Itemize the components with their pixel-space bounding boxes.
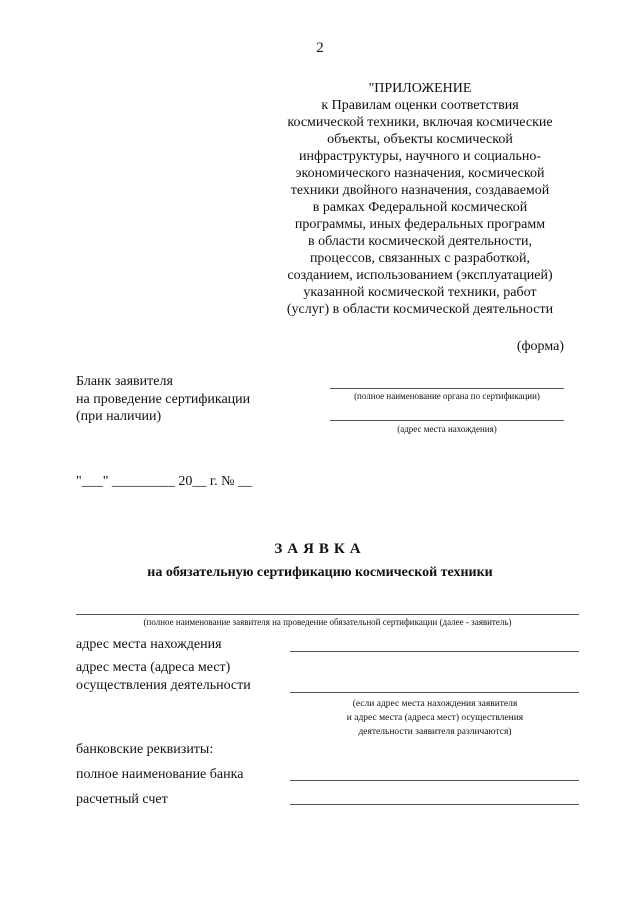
appendix-line: в области космической деятельности,: [308, 234, 532, 249]
bank-name-label: полное наименование банка: [76, 767, 244, 782]
applicant-blank-line: (при наличии): [76, 409, 162, 424]
appendix-line: "ПРИЛОЖЕНИЕ: [368, 81, 472, 96]
account-input-line[interactable]: [290, 804, 579, 805]
bank-name-input-line[interactable]: [290, 780, 579, 781]
appendix-line: экономического назначения, космической: [295, 166, 545, 181]
activity-address-input-line[interactable]: [290, 692, 579, 693]
cert-body-field[interactable]: [330, 388, 564, 389]
document-title: ЗАЯВКА: [274, 541, 366, 557]
activity-note-line: деятельности заявителя различаются): [358, 727, 512, 737]
activity-note-line: и адрес места (адреса мест) осуществления: [346, 713, 524, 723]
address-label: адрес места нахождения: [76, 637, 222, 652]
appendix-line: к Правилам оценки соответствия: [321, 98, 519, 113]
appendix-line: в рамках Федеральной космической: [312, 200, 528, 215]
applicant-blank: [76, 373, 250, 426]
applicant-name-caption: (полное наименование заявителя на проведение обязательной сертификации (далее - заявитель): [143, 617, 512, 627]
account-label: расчетный счет: [76, 792, 168, 807]
appendix-line: объекты, объекты космической: [327, 132, 513, 147]
activity-note-line: (если адрес места нахождения заявителя: [352, 699, 518, 709]
page-number: 2: [316, 40, 324, 56]
applicant-blank-line: на проведение сертификации: [76, 391, 251, 407]
appendix-line: программы, иных федеральных программ: [294, 217, 546, 232]
address-input-line[interactable]: [290, 651, 579, 652]
activity-address-line: адрес места (адреса мест): [76, 660, 231, 675]
activity-address-label: [76, 659, 251, 694]
appendix-heading: [265, 80, 575, 318]
appendix-line: инфраструктуры, научного и социально-: [298, 149, 542, 164]
activity-address-note: [290, 697, 580, 739]
activity-address-line: осуществления деятельности: [76, 677, 251, 693]
address-caption: (адрес места нахождения): [397, 424, 497, 434]
appendix-line: космической техники, включая космические: [287, 115, 553, 130]
form-label: (форма): [516, 339, 564, 354]
applicant-name-field[interactable]: [76, 614, 579, 615]
cert-body-caption: (полное наименование органа по сертификации): [354, 391, 540, 401]
appendix-line: созданием, использованием (эксплуатацией): [287, 268, 553, 283]
applicant-blank-line: Бланк заявителя: [76, 374, 173, 389]
appendix-line: процессов, связанных с разработкой,: [309, 251, 531, 266]
appendix-line: указанной космической техники, работ: [303, 285, 537, 300]
bank-details-label: банковские реквизиты:: [76, 742, 214, 757]
address-field[interactable]: [330, 420, 564, 421]
document-subtitle: на обязательную сертификацию космической техники: [147, 565, 493, 580]
appendix-line: техники двойного назначения, создаваемой: [290, 183, 550, 198]
appendix-line: (услуг) в области космической деятельности: [286, 302, 554, 317]
date-number-line: "___" _________ 20__ г. № __: [76, 474, 252, 489]
